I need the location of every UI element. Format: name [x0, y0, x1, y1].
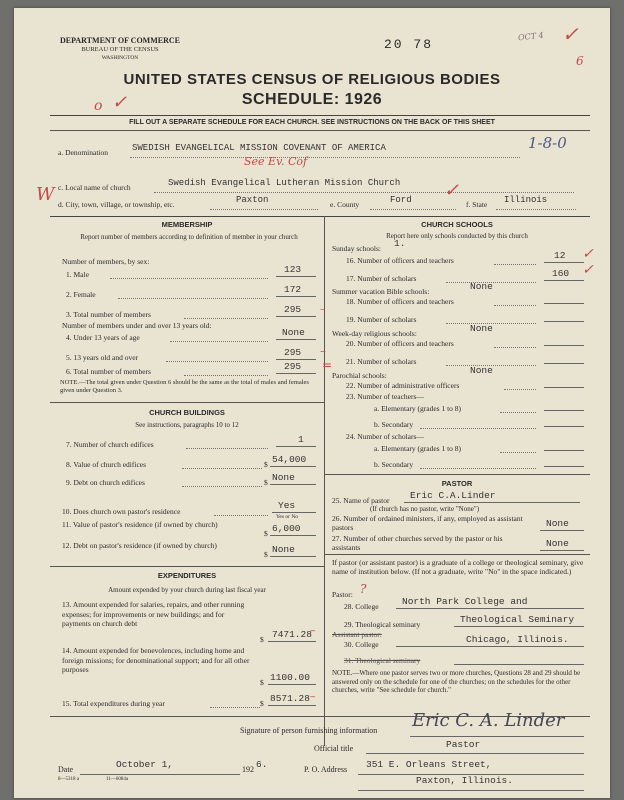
address-label: P. O. Address [304, 765, 348, 774]
signature: Eric C. A. Linder [412, 710, 565, 731]
local-name-label: c. Local name of church [58, 183, 131, 192]
q10-label: 10. Does church own pastor's residence [62, 507, 181, 516]
q7-line [276, 446, 316, 447]
q24a-label: a. Elementary (grades 1 to 8) [374, 444, 462, 453]
q19-label: 19. Number of scholars [346, 315, 417, 324]
q2-leader [118, 298, 268, 299]
q25-label: 25. Name of pastor [332, 496, 390, 505]
q24-label: 24. Number of scholars— [346, 432, 424, 441]
address-value-2: Paxton, Illinois. [416, 775, 513, 786]
q12-label: 12. Debt on pastor's residence (if owned by church) [62, 541, 217, 550]
q24b-leader [420, 468, 536, 469]
q23b-leader [420, 428, 536, 429]
q27-label: 27. Number of other churches served by the pastor or his assistants [332, 534, 503, 552]
form-subtitle: SCHEDULE: 1926 [241, 91, 383, 108]
expenditures-heading: EXPENDITURES [157, 571, 217, 580]
q1-value: 123 [284, 264, 302, 275]
county-label: e. County [330, 200, 360, 209]
print-code: 11—6084a [106, 777, 129, 782]
q7-value: 1 [298, 434, 304, 445]
form-title: UNITED STATES CENSUS OF RELIGIOUS BODIES [123, 71, 501, 88]
q8-label: 8. Value of church edifices [66, 460, 147, 469]
q8-dollar: $ [264, 460, 268, 469]
title-label: Official title [314, 744, 354, 753]
weekday-label: Week-day religious schools: [332, 329, 417, 338]
bureau-name: BUREAU OF THE CENSUS [81, 46, 159, 53]
q10-value: Yes [278, 500, 296, 511]
rule-pastor [324, 474, 590, 475]
sunday-label: Sunday schools: [332, 244, 381, 253]
title-value: Pastor [446, 739, 481, 750]
q3-line [276, 316, 316, 317]
q1-label: 1. Male [66, 270, 89, 279]
membership-heading: MEMBERSHIP [161, 220, 213, 229]
graduate-note: If pastor (or assistant pastor) is a graduate of a college or theological seminary, give name of institution below. (If not a graduate, write "No" in the space indicated.) [332, 558, 584, 576]
department-name: DEPARTMENT OF COMMERCE [60, 36, 181, 45]
q23a-line [544, 410, 584, 411]
q23-label: 23. Number of teachers— [346, 392, 424, 401]
q5-line [276, 359, 316, 360]
q9-line [270, 484, 316, 485]
code-annotation: 1-8-0 [528, 134, 567, 152]
q13-tick: – [310, 624, 316, 637]
summer-value: None [470, 281, 493, 292]
q18-line [544, 303, 584, 304]
q27-line [540, 550, 584, 551]
department-block [60, 36, 180, 63]
q3-leader [184, 318, 268, 319]
q2-line [276, 296, 316, 297]
rule-instructions [50, 130, 590, 131]
q17-value: 160 [552, 268, 570, 279]
q4-line [276, 339, 316, 340]
q28-value: North Park College and [402, 596, 528, 607]
yes-no-hint: Yes or No [276, 514, 299, 520]
rule-top [50, 115, 590, 116]
q8-leader [182, 468, 262, 469]
q5-value: 295 [284, 347, 302, 358]
q7-leader [186, 448, 268, 449]
check-mark-county: ✓ [444, 180, 460, 201]
denomination-label: a. Denomination [58, 148, 108, 157]
q5-leader [166, 361, 268, 362]
q21-line [544, 363, 584, 364]
q16-value: 12 [554, 250, 566, 261]
q15-label: 15. Total expenditures during year [62, 699, 165, 708]
county-value: Ford [390, 195, 412, 205]
q30-line [396, 646, 584, 647]
margin-mark-w: W [36, 184, 55, 205]
city-label: d. City, town, village, or township, etc. [58, 200, 175, 209]
q6-leader [184, 375, 268, 376]
pastor-note: NOTE.—Where one pastor serves two or more churches, Questions 28 and 29 should be answered only on the schedule for one of the churches; on the schedules for the other churches, write "See schedule for church." [332, 669, 581, 694]
q11-dollar: $ [264, 529, 268, 538]
q18-label: 18. Number of officers and teachers [346, 297, 454, 306]
q11-line [270, 535, 316, 536]
received-stamp: OCT 4 [517, 30, 545, 43]
q26-line [540, 530, 584, 531]
q3-label: 3. Total number of members [66, 310, 151, 319]
q23b-line [544, 426, 584, 427]
q14-dollar: $ [260, 678, 264, 687]
stamp-six: 6 [576, 54, 584, 68]
rule-expenditures [50, 566, 324, 567]
q4-leader [170, 341, 268, 342]
q2-label: 2. Female [66, 290, 96, 299]
q28-line [396, 608, 584, 609]
title-line [366, 753, 584, 754]
q17-label: 17. Number of scholars [346, 274, 417, 283]
county-line [370, 209, 456, 210]
q26-value: None [546, 518, 569, 529]
q14-label: 14. Amount expended for benevolences, including home and foreign missions; for denominational support; and for all other purposes [62, 646, 250, 674]
year-prefix: 192 [242, 765, 254, 774]
pastor-question-mark: ? [360, 582, 367, 596]
q22-leader [504, 389, 536, 390]
q20-line [544, 345, 584, 346]
bureau-city: WASHINGTON [101, 55, 139, 61]
rule-buildings [50, 402, 324, 403]
q30-value: Chicago, Illinois. [466, 634, 569, 645]
q24a-leader [500, 452, 536, 453]
state-line [496, 209, 576, 210]
q7-label: 7. Number of church edifices [66, 440, 154, 449]
q6-label: 6. Total number of members [66, 367, 151, 376]
q15-line [268, 705, 316, 706]
q24b-line [544, 466, 584, 467]
q15-dollar: $ [260, 699, 264, 708]
date-value: October 1, [116, 759, 174, 770]
q28-label: 28. College [344, 602, 379, 611]
q5-label: 5. 13 years old and over [66, 353, 139, 362]
q12-value: None [272, 544, 295, 555]
q29-label: 29. Theological seminary [344, 620, 421, 629]
q25-line [404, 502, 580, 503]
schedule-number: 20 78 [384, 37, 434, 52]
q24b-label: b. Secondary [374, 460, 414, 469]
q26-label: 26. Number of ordained ministers, if any, employed as assistant pastors [332, 514, 523, 532]
see-annotation: See Ev. Cof [244, 155, 308, 168]
membership-sex-label: Number of members, by sex: [62, 257, 150, 266]
q9-label: 9. Debt on church edifices [66, 478, 145, 487]
q9-dollar: $ [264, 478, 268, 487]
membership-note: NOTE.—The total given under Question 6 should be the same as the total of males and females given under Question 3. [60, 379, 309, 394]
membership-intro: Report number of members according to definition of member in your church [80, 233, 298, 241]
q5-tick: – [320, 344, 326, 358]
local-name-line [154, 192, 574, 193]
q14-line [268, 684, 316, 685]
address-line-2 [358, 790, 584, 791]
signature-label: Signature of person furnishing information [240, 726, 378, 735]
q9-leader [182, 486, 262, 487]
q12-dollar: $ [264, 550, 268, 559]
q12-line [270, 556, 316, 557]
q25-note: (If church has no pastor, write "None") [370, 505, 480, 513]
signature-line [410, 736, 584, 737]
check-mark-left: ✓ [112, 92, 128, 113]
pastor-sub-label: Pastor: [332, 590, 353, 599]
q23a-label: a. Elementary (grades 1 to 8) [374, 404, 462, 413]
pastor-heading: PASTOR [441, 479, 473, 488]
q17-line [544, 280, 584, 281]
q16-label: 16. Number of officers and teachers [346, 256, 454, 265]
q13-line [268, 641, 316, 642]
margin-mark-o: o [94, 98, 103, 114]
schools-intro: Report here only schools conducted by this church [386, 232, 528, 240]
q1-leader [110, 278, 268, 279]
q3-value: 295 [284, 304, 302, 315]
instructions-line: FILL OUT A SEPARATE SCHEDULE FOR EACH CHURCH. SEE INSTRUCTIONS ON THE BACK OF THIS SHEET [129, 119, 495, 126]
state-label: f. State [466, 200, 488, 209]
q11-label: 11. Value of pastor's residence (if owned by church) [62, 520, 218, 529]
q25-value: Eric C.A.Linder [410, 490, 496, 501]
q15-leader [210, 707, 260, 708]
q19-line [544, 321, 584, 322]
rule-graduate [324, 554, 590, 555]
q30-label: 30. College [344, 640, 379, 649]
date-line [80, 774, 240, 775]
q22-line [544, 387, 584, 388]
schools-heading: CHURCH SCHOOLS [421, 220, 493, 229]
q20-leader [494, 347, 536, 348]
q23a-leader [500, 412, 536, 413]
buildings-instructions: See instructions, paragraphs 10 to 12 [135, 421, 239, 429]
q4-value: None [282, 327, 305, 338]
q21-label: 21. Number of scholars [346, 357, 417, 366]
state-value: Illinois [504, 195, 548, 205]
q24a-line [544, 450, 584, 451]
q13-dollar: $ [260, 635, 264, 644]
check-mark-top: ✓ [562, 22, 579, 46]
weekday-value: None [470, 323, 493, 334]
year-suffix: 6. [256, 759, 268, 770]
assistant-label: Assistant pastor: [332, 630, 382, 639]
q16-check: ✓ [582, 246, 594, 262]
q8-line [270, 466, 316, 467]
q9-value: None [272, 472, 295, 483]
q13-label: 13. Amount expended for salaries, repairs, and other running expenses; for improvements or new buildings; and for payments on church debt [62, 600, 245, 628]
date-label: Date [58, 765, 74, 774]
q15-value: 8571.28 [270, 693, 310, 704]
q13-value: 7471.28 [272, 629, 312, 640]
address-value-1: 351 E. Orleans Street, [366, 759, 492, 770]
q15-tick: – [310, 690, 316, 703]
q6-line [276, 373, 316, 374]
q27-value: None [546, 538, 569, 549]
parochial-label: Parochial schools: [332, 371, 387, 380]
q23b-label: b. Secondary [374, 420, 414, 429]
denomination-line [130, 157, 520, 158]
city-value: Paxton [236, 195, 269, 205]
city-line [210, 209, 318, 210]
q11-value: 6,000 [272, 523, 301, 534]
census-schedule-page [14, 8, 610, 798]
q31-line [454, 664, 584, 665]
q29-line [454, 626, 584, 627]
form-code: 8—5318 a [58, 777, 79, 782]
q29-value: Theological Seminary [460, 614, 575, 625]
q6-tick: = [322, 358, 333, 372]
q1-line [276, 276, 316, 277]
q3-tick: – [320, 304, 325, 315]
q22-label: 22. Number of administrative officers [346, 381, 460, 390]
q20-label: 20. Number of officers and teachers [346, 339, 454, 348]
q2-value: 172 [284, 284, 302, 295]
q10-leader [214, 515, 268, 516]
q4-label: 4. Under 13 years of age [66, 333, 140, 342]
local-name-value: Swedish Evangelical Lutheran Mission Church [168, 178, 401, 188]
q18-leader [494, 305, 536, 306]
q8-value: 54,000 [272, 454, 307, 465]
buildings-heading: CHURCH BUILDINGS [149, 408, 225, 417]
membership-age-label: Number of members under and over 13 years old: [62, 321, 212, 330]
summer-label: Summer vacation Bible schools: [332, 287, 430, 296]
expenditures-intro: Amount expended by your church during last fiscal year [108, 586, 266, 594]
denomination-value: SWEDISH EVANGELICAL MISSION COVENANT OF AMERICA [132, 143, 386, 153]
sunday-value: 1. [394, 238, 406, 249]
q14-value: 1100.00 [270, 672, 310, 683]
parochial-value: None [470, 365, 493, 376]
q6-value: 295 [284, 361, 302, 372]
q31-label: 31. Theological seminary [344, 656, 421, 665]
q16-leader [494, 264, 536, 265]
rule-sections [50, 216, 590, 217]
q17-check: ✓ [582, 262, 594, 278]
q16-line [544, 262, 584, 263]
